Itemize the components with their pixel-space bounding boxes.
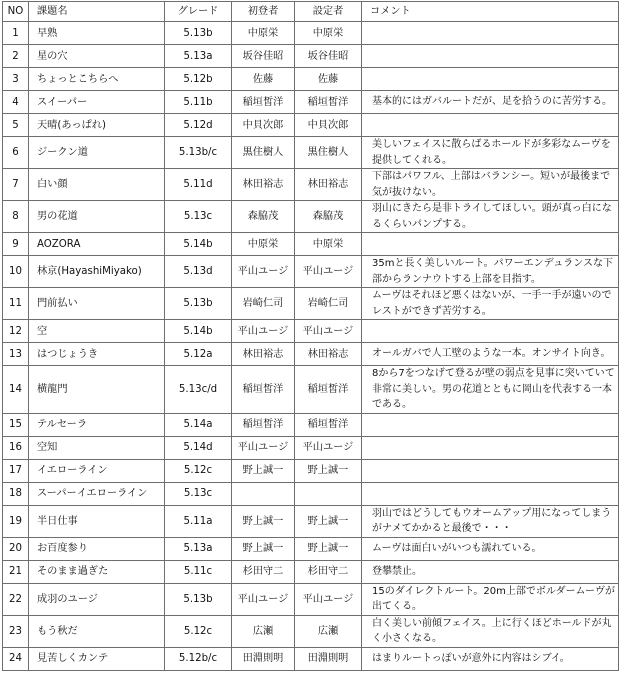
cell-no: 4 xyxy=(3,91,29,114)
cell-no: 17 xyxy=(3,459,29,482)
cell-route-name: 男の花道 xyxy=(29,201,165,233)
table-row xyxy=(3,256,619,288)
cell-no: 5 xyxy=(3,114,29,137)
cell-comment: 羽山ではどうしてもウオームアップ用になってしまうがナメてかかると最後で・・・ xyxy=(362,505,619,537)
cell-comment: 美しいフェイスに散らばるホールドが多彩なムーヴを提供してくれる。 xyxy=(362,137,619,169)
table-row xyxy=(3,288,619,320)
cell-first-ascent: 森脇茂 xyxy=(232,201,295,233)
cell-setter: 中原栄 xyxy=(295,233,362,256)
cell-no: 19 xyxy=(3,505,29,537)
cell-setter: 田淵則明 xyxy=(295,647,362,670)
cell-comment: 15のダイレクトルート。20m上部でボルダームーヴが出てくる。 xyxy=(362,583,619,615)
cell-no: 2 xyxy=(3,45,29,68)
cell-first-ascent: 岩崎仁司 xyxy=(232,288,295,320)
cell-comment: 基本的にはガバルートだが、足を拾うのに苦労する。 xyxy=(362,91,619,114)
cell-grade: 5.13a xyxy=(165,45,232,68)
table-row xyxy=(3,505,619,537)
cell-route-name: お百度参り xyxy=(29,537,165,560)
cell-first-ascent: 杉田守二 xyxy=(232,560,295,583)
cell-first-ascent xyxy=(232,482,295,505)
cell-grade: 5.14a xyxy=(165,413,232,436)
cell-setter: 黒住樹人 xyxy=(295,137,362,169)
header-route-name: 課題名 xyxy=(29,2,165,22)
cell-setter: 稲垣皙洋 xyxy=(295,413,362,436)
cell-grade: 5.13b xyxy=(165,583,232,615)
cell-route-name: 空 xyxy=(29,320,165,343)
cell-no: 18 xyxy=(3,482,29,505)
table-row xyxy=(3,436,619,459)
cell-first-ascent: 平山ユージ xyxy=(232,320,295,343)
table-row xyxy=(3,91,619,114)
cell-comment: 35mと長く美しいルート。パワーエンデュランスな下部からランナウトする上部を目指す。 xyxy=(362,256,619,288)
cell-no: 11 xyxy=(3,288,29,320)
cell-route-name: スイーパー xyxy=(29,91,165,114)
cell-setter: 稲垣皙洋 xyxy=(295,91,362,114)
cell-route-name: 成羽のユージ xyxy=(29,583,165,615)
cell-first-ascent: 平山ユージ xyxy=(232,256,295,288)
cell-first-ascent: 稲垣皙洋 xyxy=(232,413,295,436)
table-row xyxy=(3,233,619,256)
cell-comment: はまりルートっぽいが意外に内容はシブイ。 xyxy=(362,647,619,670)
header-grade: グレード xyxy=(165,2,232,22)
cell-route-name: 林京(HayashiMiyako) xyxy=(29,256,165,288)
cell-comment: ムーヴは面白いがいつも濡れている。 xyxy=(362,537,619,560)
cell-grade: 5.11a xyxy=(165,505,232,537)
cell-comment: 羽山にきたら是非トライしてほしい。頭が真っ白になるくらいパンプする。 xyxy=(362,201,619,233)
cell-no: 10 xyxy=(3,256,29,288)
cell-comment xyxy=(362,233,619,256)
table-row xyxy=(3,68,619,91)
cell-comment xyxy=(362,68,619,91)
cell-grade: 5.13a xyxy=(165,537,232,560)
cell-no: 7 xyxy=(3,169,29,201)
cell-no: 12 xyxy=(3,320,29,343)
cell-route-name: 白い顔 xyxy=(29,169,165,201)
cell-comment xyxy=(362,482,619,505)
header-setter: 設定者 xyxy=(295,2,362,22)
cell-first-ascent: 林田裕志 xyxy=(232,343,295,366)
cell-setter: 広瀬 xyxy=(295,615,362,647)
cell-grade: 5.13c/d xyxy=(165,366,232,414)
cell-grade: 5.14b xyxy=(165,320,232,343)
cell-setter: 平山ユージ xyxy=(295,583,362,615)
cell-no: 15 xyxy=(3,413,29,436)
cell-first-ascent: 野上誠一 xyxy=(232,459,295,482)
cell-setter xyxy=(295,482,362,505)
table-row xyxy=(3,413,619,436)
cell-comment xyxy=(362,436,619,459)
cell-route-name: 横龍門 xyxy=(29,366,165,414)
cell-grade: 5.14d xyxy=(165,436,232,459)
cell-setter: 野上誠一 xyxy=(295,459,362,482)
cell-grade: 5.13b/c xyxy=(165,137,232,169)
route-table-body xyxy=(3,22,619,671)
cell-first-ascent: 稲垣皙洋 xyxy=(232,366,295,414)
cell-first-ascent: 野上誠一 xyxy=(232,505,295,537)
cell-no: 1 xyxy=(3,22,29,45)
cell-setter: 佐藤 xyxy=(295,68,362,91)
cell-setter: 中原栄 xyxy=(295,22,362,45)
cell-no: 16 xyxy=(3,436,29,459)
header-row xyxy=(3,2,619,22)
header-no: NO xyxy=(3,2,29,22)
table-row xyxy=(3,137,619,169)
cell-no: 3 xyxy=(3,68,29,91)
cell-route-name: はつじょうき xyxy=(29,343,165,366)
cell-first-ascent: 中原栄 xyxy=(232,233,295,256)
table-row xyxy=(3,615,619,647)
cell-no: 13 xyxy=(3,343,29,366)
cell-grade: 5.11c xyxy=(165,560,232,583)
cell-comment xyxy=(362,459,619,482)
cell-comment: ムーヴはそれほど悪くはないが、一手一手が遠いのでレストができず苦労する。 xyxy=(362,288,619,320)
cell-grade: 5.13c xyxy=(165,482,232,505)
cell-grade: 5.12c xyxy=(165,615,232,647)
table-row xyxy=(3,169,619,201)
cell-setter: 野上誠一 xyxy=(295,537,362,560)
cell-comment: 登攀禁止。 xyxy=(362,560,619,583)
cell-first-ascent: 中原栄 xyxy=(232,22,295,45)
cell-setter: 岩崎仁司 xyxy=(295,288,362,320)
table-row xyxy=(3,560,619,583)
cell-comment xyxy=(362,413,619,436)
cell-first-ascent: 広瀬 xyxy=(232,615,295,647)
cell-route-name: ジークン道 xyxy=(29,137,165,169)
cell-no: 8 xyxy=(3,201,29,233)
cell-comment: 下部はパワフル、上部はバランシー。短いが最後まで気が抜けない。 xyxy=(362,169,619,201)
table-row xyxy=(3,201,619,233)
cell-route-name: スーパーイエローライン xyxy=(29,482,165,505)
cell-grade: 5.12a xyxy=(165,343,232,366)
cell-first-ascent: 稲垣皙洋 xyxy=(232,91,295,114)
table-row xyxy=(3,320,619,343)
cell-no: 6 xyxy=(3,137,29,169)
cell-first-ascent: 中貝次郎 xyxy=(232,114,295,137)
cell-route-name: AOZORA xyxy=(29,233,165,256)
cell-comment: 8から7をつなげて登るが壁の弱点を見事に突いていて非常に美しい。男の花道とともに岡山を代表する一本である。 xyxy=(362,366,619,414)
cell-route-name: イエローライン xyxy=(29,459,165,482)
cell-no: 21 xyxy=(3,560,29,583)
cell-setter: 平山ユージ xyxy=(295,436,362,459)
table-row xyxy=(3,22,619,45)
cell-route-name: 半日仕事 xyxy=(29,505,165,537)
cell-setter: 林田裕志 xyxy=(295,169,362,201)
cell-no: 24 xyxy=(3,647,29,670)
header-comment: コメント xyxy=(362,2,619,22)
cell-first-ascent: 黒住樹人 xyxy=(232,137,295,169)
cell-no: 14 xyxy=(3,366,29,414)
cell-route-name: ちょっとこちらへ xyxy=(29,68,165,91)
cell-setter: 野上誠一 xyxy=(295,505,362,537)
cell-setter: 中貝次郎 xyxy=(295,114,362,137)
cell-first-ascent: 田淵則明 xyxy=(232,647,295,670)
cell-grade: 5.11d xyxy=(165,169,232,201)
table-row xyxy=(3,482,619,505)
cell-grade: 5.14b xyxy=(165,233,232,256)
cell-setter: 杉田守二 xyxy=(295,560,362,583)
cell-first-ascent: 林田裕志 xyxy=(232,169,295,201)
cell-route-name: 早熟 xyxy=(29,22,165,45)
cell-first-ascent: 平山ユージ xyxy=(232,583,295,615)
cell-route-name: もう秋だ xyxy=(29,615,165,647)
table-row xyxy=(3,583,619,615)
cell-comment xyxy=(362,45,619,68)
cell-route-name: テルセーラ xyxy=(29,413,165,436)
cell-route-name: そのまま過ぎた xyxy=(29,560,165,583)
cell-comment: オールガバで人工壁のような一本。オンサイト向き。 xyxy=(362,343,619,366)
cell-setter: 平山ユージ xyxy=(295,320,362,343)
cell-comment xyxy=(362,22,619,45)
table-row xyxy=(3,45,619,68)
cell-first-ascent: 野上誠一 xyxy=(232,537,295,560)
cell-no: 22 xyxy=(3,583,29,615)
cell-grade: 5.12b/c xyxy=(165,647,232,670)
header-first-ascent: 初登者 xyxy=(232,2,295,22)
cell-route-name: 門前払い xyxy=(29,288,165,320)
cell-grade: 5.13d xyxy=(165,256,232,288)
cell-no: 20 xyxy=(3,537,29,560)
cell-grade: 5.12d xyxy=(165,114,232,137)
cell-route-name: 空知 xyxy=(29,436,165,459)
cell-comment xyxy=(362,320,619,343)
table-row xyxy=(3,537,619,560)
cell-grade: 5.12b xyxy=(165,68,232,91)
cell-setter: 林田裕志 xyxy=(295,343,362,366)
table-row xyxy=(3,114,619,137)
cell-grade: 5.13b xyxy=(165,22,232,45)
cell-first-ascent: 佐藤 xyxy=(232,68,295,91)
table-row xyxy=(3,343,619,366)
cell-grade: 5.13b xyxy=(165,288,232,320)
cell-setter: 稲垣皙洋 xyxy=(295,366,362,414)
cell-no: 9 xyxy=(3,233,29,256)
table-row xyxy=(3,459,619,482)
cell-grade: 5.12c xyxy=(165,459,232,482)
cell-route-name: 見苦しくカンテ xyxy=(29,647,165,670)
cell-setter: 坂谷佳昭 xyxy=(295,45,362,68)
cell-comment: 白く美しい前傾フェイス。上に行くほどホールドが丸く小さくなる。 xyxy=(362,615,619,647)
cell-grade: 5.13c xyxy=(165,201,232,233)
cell-grade: 5.11b xyxy=(165,91,232,114)
cell-first-ascent: 坂谷佳昭 xyxy=(232,45,295,68)
cell-setter: 平山ユージ xyxy=(295,256,362,288)
table-row xyxy=(3,647,619,670)
cell-setter: 森脇茂 xyxy=(295,201,362,233)
route-table xyxy=(2,1,619,671)
cell-no: 23 xyxy=(3,615,29,647)
cell-route-name: 星の穴 xyxy=(29,45,165,68)
cell-route-name: 天晴(あっぱれ) xyxy=(29,114,165,137)
table-row xyxy=(3,366,619,414)
cell-first-ascent: 平山ユージ xyxy=(232,436,295,459)
cell-comment xyxy=(362,114,619,137)
